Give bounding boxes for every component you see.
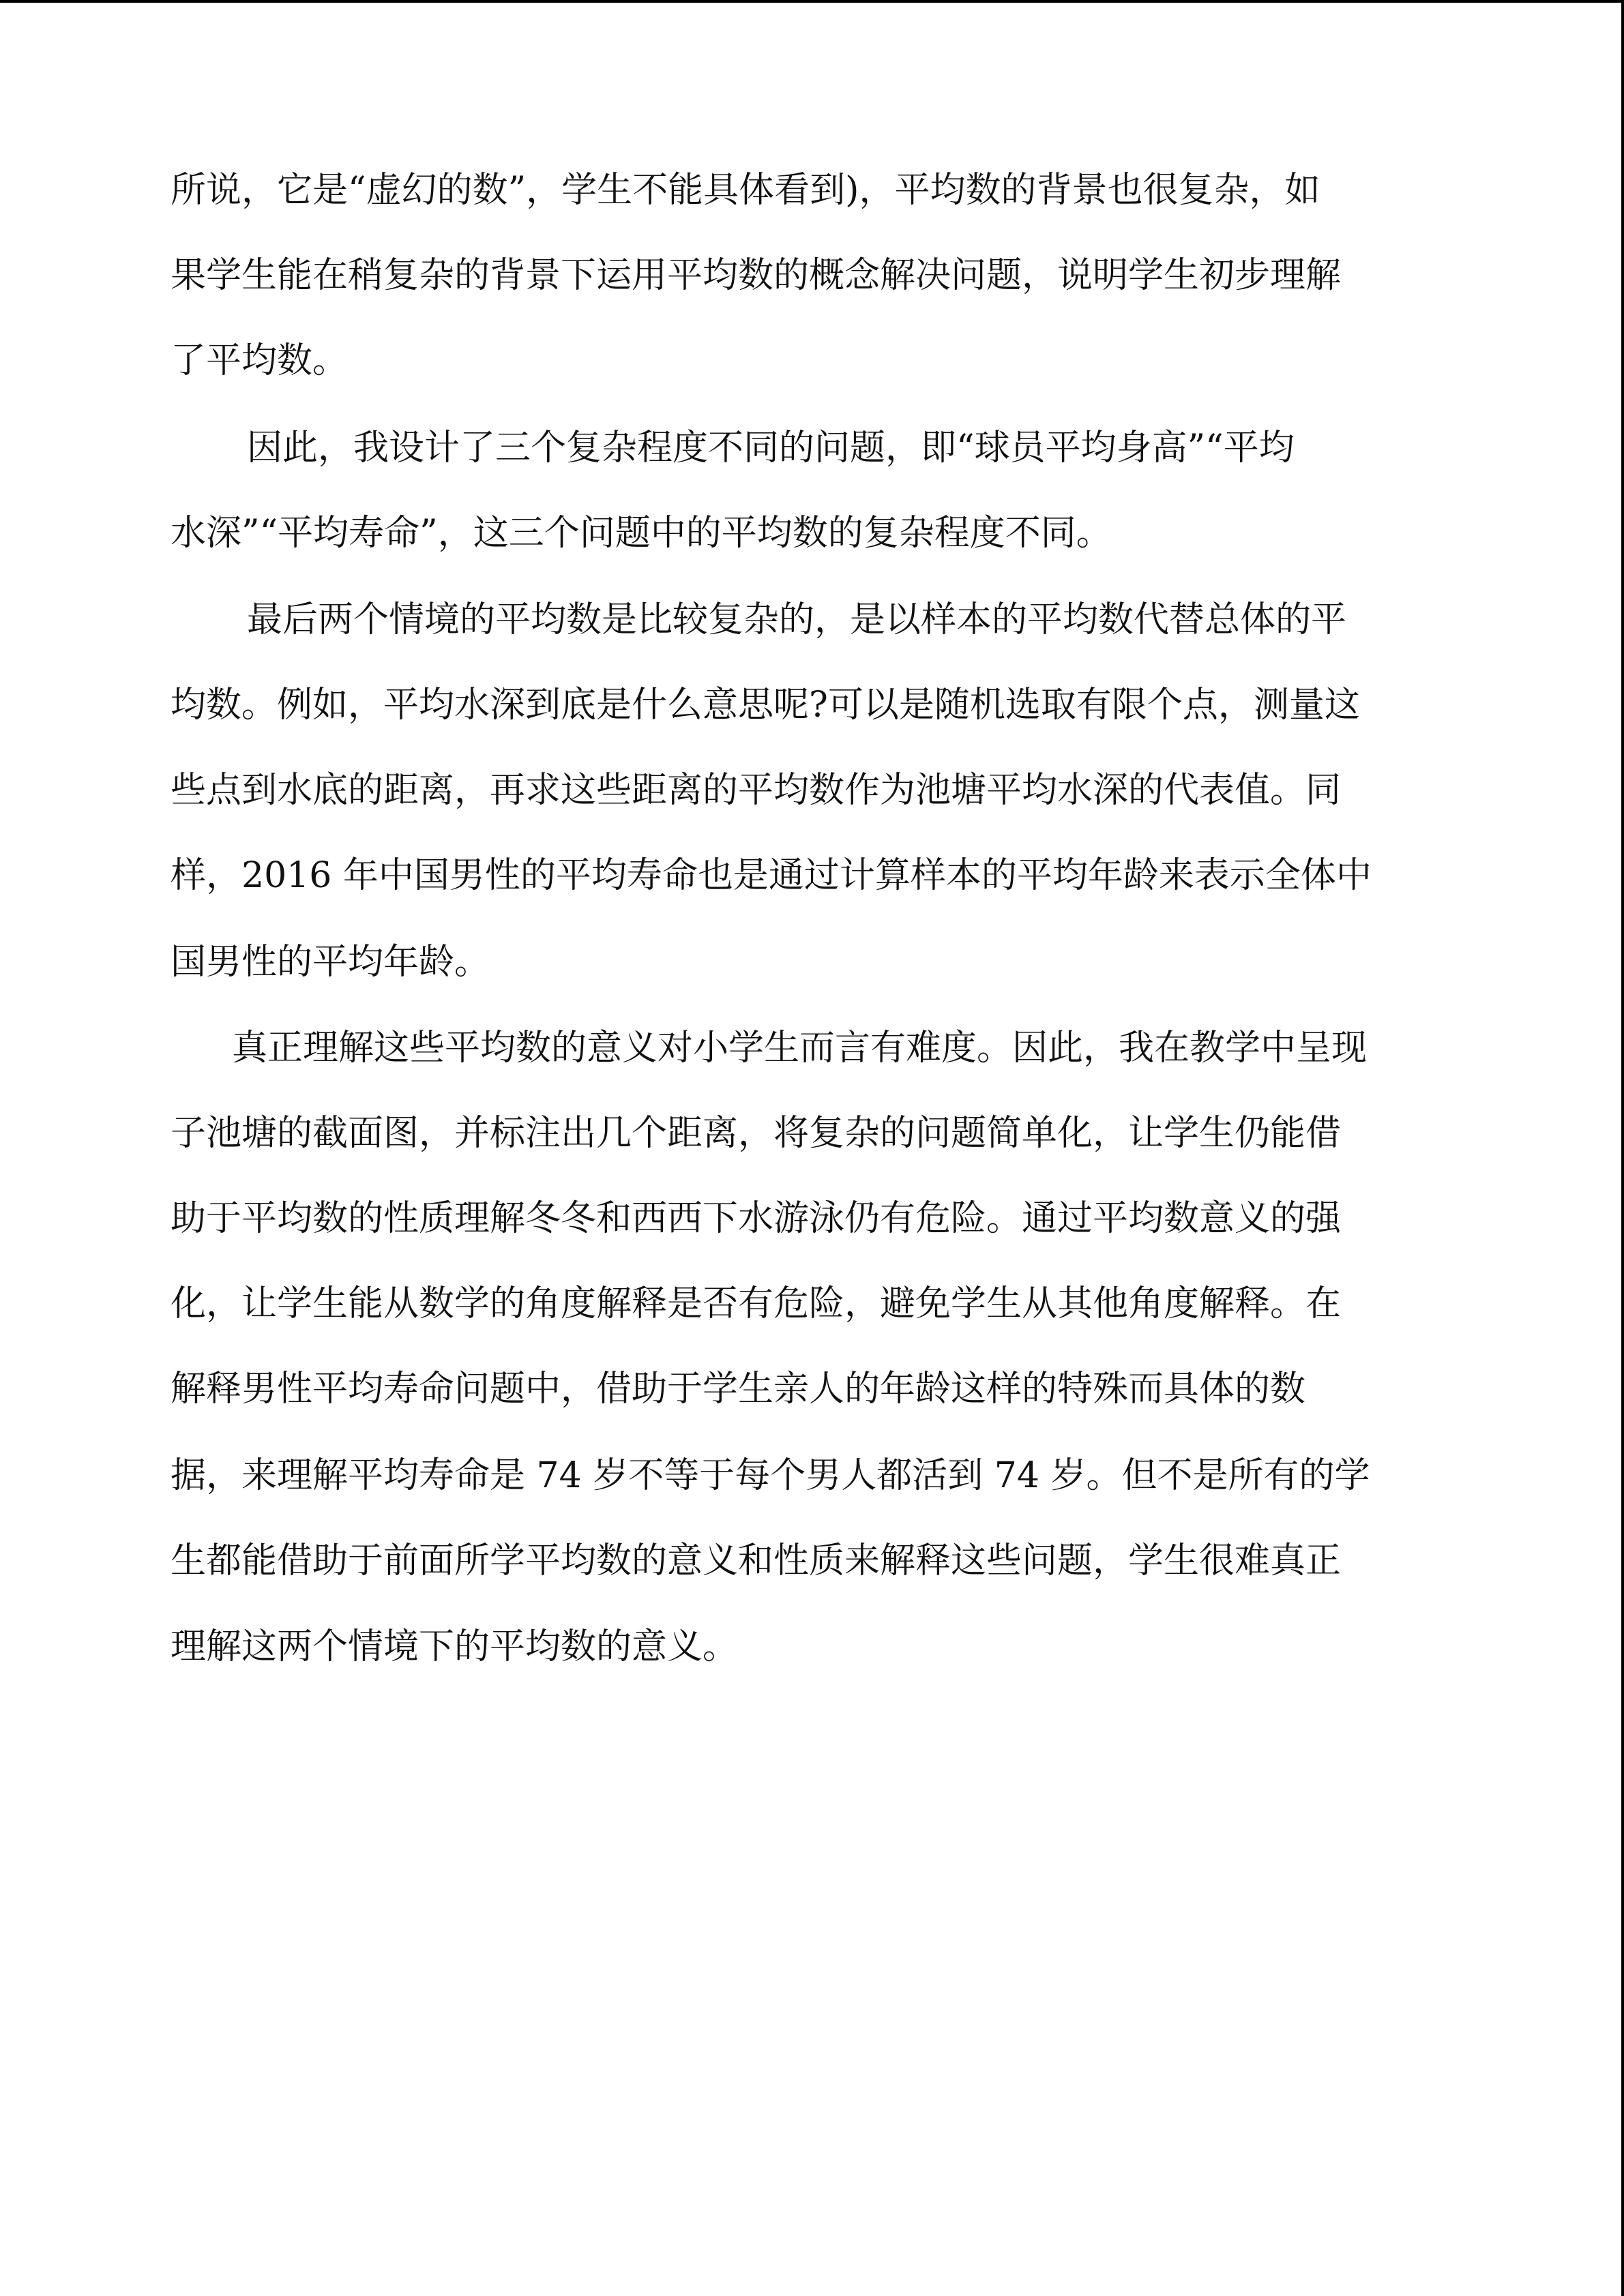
text-line: 些点到水底的距离，再求这些距离的平均数作为池塘平均水深的代表值。同 [171,770,1342,811]
text-line: 因此，我设计了三个复杂程度不同的问题，即“球员平均身高”“平均 [247,428,1295,468]
text-line: 解释男性平均寿命问题中，借助于学生亲人的年龄这样的特殊而具体的数 [171,1369,1306,1410]
text-line: 生都能借助于前面所学平均数的意义和性质来解释这些问题，学生很难真正 [171,1540,1342,1581]
text-line: 最后两个情境的平均数是比较复杂的，是以样本的平均数代替总体的平 [247,599,1347,640]
text-line: 样，2016 年中国男性的平均寿命也是通过计算样本的平均年龄来表示全体中 [171,855,1372,896]
text-line: 国男性的平均年龄。 [171,942,490,983]
text-line: 助于平均数的性质理解冬冬和西西下水游泳仍有危险。通过平均数意义的强 [171,1198,1342,1239]
text-line: 理解这两个情境下的平均数的意义。 [171,1626,739,1667]
text-line: 果学生能在稍复杂的背景下运用平均数的概念解决问题，说明学生初步理解 [171,255,1342,296]
text-line: 真正理解这些平均数的意义对小学生而言有难度。因此，我在教学中呈现 [232,1028,1368,1069]
text-line: 子池塘的截面图，并标注出几个距离，将复杂的问题简单化，让学生仍能借 [171,1113,1342,1154]
text-line: 所说，它是“虚幻的数”，学生不能具体看到)，平均数的背景也很复杂，如 [171,170,1320,211]
text-line: 化，让学生能从数学的角度解释是否有危险，避免学生从其他角度解释。在 [171,1283,1342,1324]
text-line: 据，来理解平均寿命是 74 岁不等于每个男人都活到 74 岁。但不是所有的学 [171,1455,1370,1496]
text-line: 了平均数。 [171,340,349,381]
text-line: 水深”“平均寿命”，这三个问题中的平均数的复杂程度不同。 [171,513,1112,554]
text-line: 均数。例如，平均水深到底是什么意思呢?可以是随机选取有限个点，测量这 [171,685,1360,726]
